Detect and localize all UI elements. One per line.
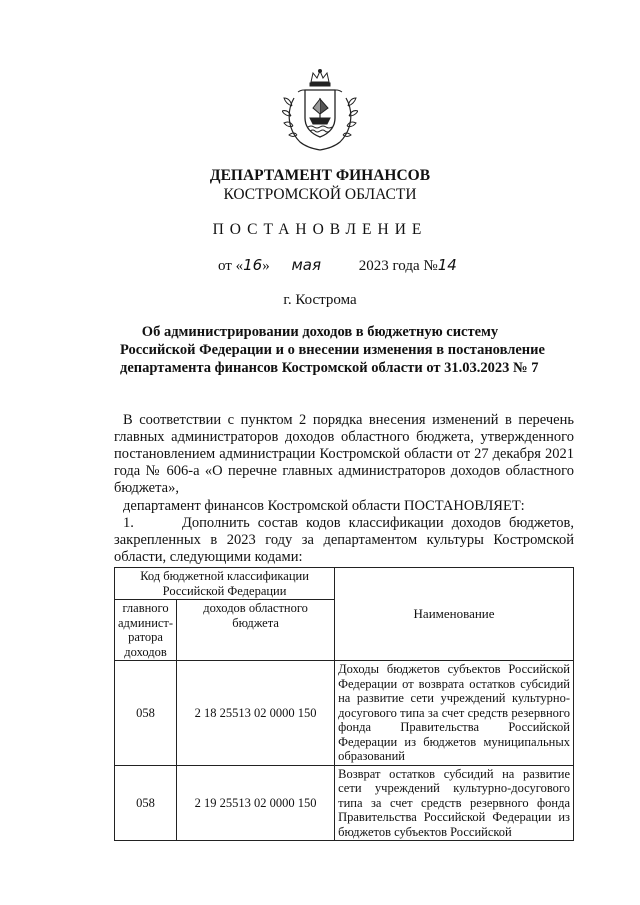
document-title xyxy=(120,323,545,377)
body-line: главных администраторов доходов областного бюджета, утвержденного xyxy=(114,429,574,445)
document-type: ПОСТАНОВЛЕНИЕ xyxy=(212,221,428,238)
admin-code-cell: 058 xyxy=(115,765,177,841)
document-body xyxy=(114,412,574,566)
document-number: 14 xyxy=(437,256,457,274)
header-income-cell: доходов областного бюджета xyxy=(177,600,335,661)
table-row xyxy=(115,661,574,766)
table-header-row xyxy=(115,568,574,600)
organization-name: ДЕПАРТАМЕНТ ФИНАНСОВ xyxy=(209,167,431,184)
title-line: департамента финансов Костромской области от 31.03.2023 № 7 xyxy=(120,360,539,376)
body-line: области, следующими кодами: xyxy=(114,549,303,565)
body-line: постановлением администрации Костромской области от 27 декабря 2021 xyxy=(114,446,574,462)
body-line: департамент финансов Костромской области ПОСТАНОВЛЯЕТ: xyxy=(123,498,525,514)
table-row xyxy=(115,765,574,841)
coat-of-arms-emblem xyxy=(282,68,358,154)
body-line: 1. Дополнить состав кодов классификации доходов бюджетов, xyxy=(123,515,574,531)
income-code-cell: 2 19 25513 02 0000 150 xyxy=(177,765,335,841)
body-line: бюджета», xyxy=(114,480,179,496)
income-name-cell: Доходы бюджетов субъектов Российской Федерации от возврата остатков субсидий на развитие сети учреждений культурно-досугового типа за счет средств резервного фонда Правительства Российской Федерации из бюджетов муниципальных образований xyxy=(335,661,574,766)
title-line: Об администрировании доходов в бюджетную систему xyxy=(141,324,499,340)
date-prefix: от « xyxy=(218,258,244,274)
body-line: года № 606-а «О перечне главных администраторов доходов областного xyxy=(114,463,574,479)
date-month: мая xyxy=(291,256,321,274)
classification-codes-table xyxy=(114,567,574,841)
title-line: Российской Федерации и о внесении изменения в постановление xyxy=(120,342,545,358)
header-group-cell: Код бюджетной классификации Российской Федерации xyxy=(115,568,335,600)
header-admin-cell: главного админист-ратора доходов xyxy=(115,600,177,661)
date-year: 2023 года № xyxy=(358,258,438,274)
date-quote-close: » xyxy=(262,258,270,274)
header-name-cell: Наименование xyxy=(335,568,574,661)
body-line: В соответствии с пунктом 2 порядка внесения изменений в перечень xyxy=(123,412,574,428)
body-line: закрепленных в 2023 году за департаментом культуры Костромской xyxy=(114,532,574,548)
income-name-cell: Возврат остатков субсидий на развитие сети учреждений культурно-досугового типа за счет средств резервного фонда Правительства Российской Федерации из бюджетов субъектов Российской xyxy=(335,765,574,841)
city: г. Кострома xyxy=(283,292,357,308)
income-code-cell: 2 18 25513 02 0000 150 xyxy=(177,661,335,766)
date-day: 16 xyxy=(243,256,263,274)
organization-region: КОСТРОМСКОЙ ОБЛАСТИ xyxy=(223,186,417,203)
document-date-line xyxy=(218,256,457,275)
admin-code-cell: 058 xyxy=(115,661,177,766)
